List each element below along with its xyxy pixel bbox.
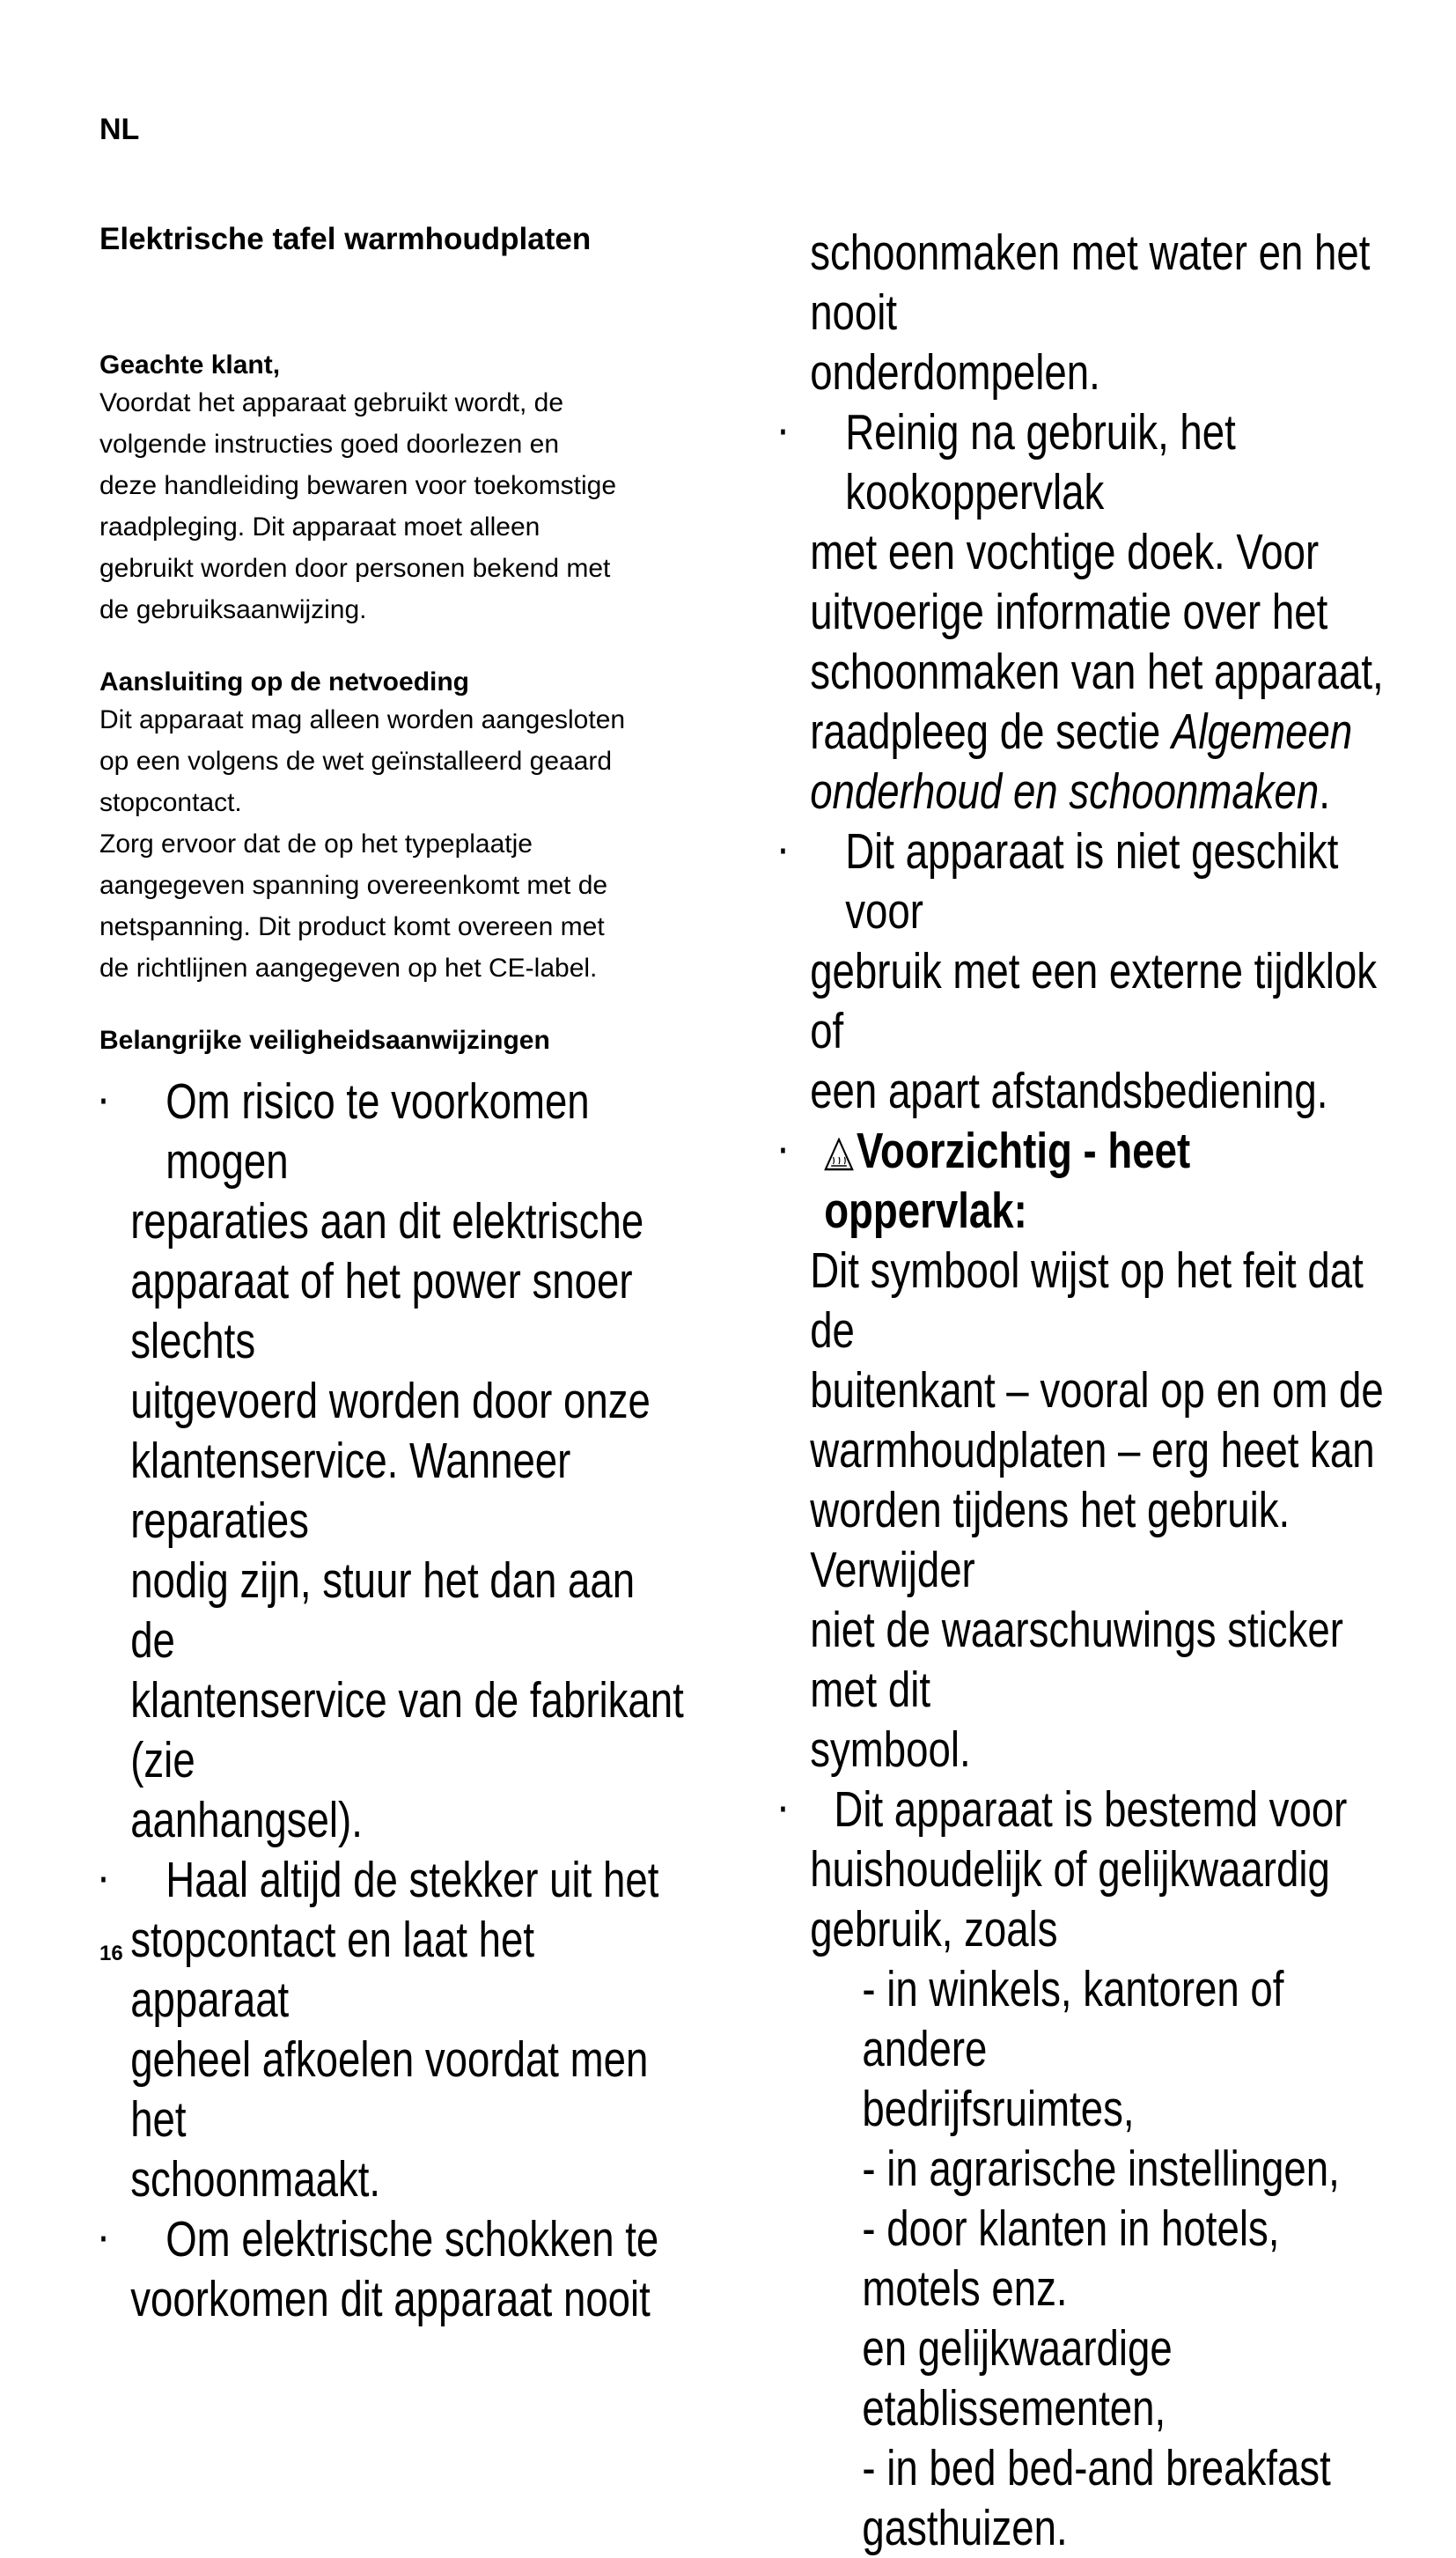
connection-line: aangegeven spanning overeenkomt met de	[99, 871, 608, 900]
connection-line: de richtlijnen aangegeven op het CE-label.	[99, 954, 598, 983]
connection-line: Zorg ervoor dat de op het typeplaatje	[99, 829, 533, 859]
bullet-icon: ·	[779, 1132, 789, 1170]
connection-section	[99, 666, 733, 989]
page-number: 16	[99, 1942, 123, 1965]
bullet-icon: ·	[779, 832, 789, 871]
safety-section	[99, 1024, 733, 2329]
bullet-icon: ·	[99, 1861, 109, 1899]
language-code: NL	[99, 113, 140, 146]
right-column	[779, 223, 1385, 2558]
right-list	[779, 402, 1385, 2558]
list-item: · Om elektrische schokken te voorkomen dit apparaat nooit	[99, 2211, 659, 2327]
dear-customer-section	[99, 349, 733, 630]
warning-title: Voorzichtig - heet oppervlak:	[824, 1123, 1191, 1239]
dear-customer-line: Voordat het apparaat gebruikt wordt, de	[99, 388, 564, 417]
list-item: · Haal altijd de stekker uit het stopcontact en laat het apparaat geheel afkoelen voordat men het schoonmaakt.	[99, 1852, 659, 2208]
connection-line: stopcontact.	[99, 788, 242, 817]
list-item: · Reinig na gebruik, het kookoppervlak met een vochtige doek. Voor uitvoerige informatie over het schoonmaken van het apparaat, raadpleeg de sectie Algemeen onderhoud en schoonmaken.	[779, 404, 1384, 820]
bullet-icon: ·	[779, 413, 789, 452]
sub-item: bedrijfsruimtes,	[862, 2081, 1135, 2137]
section-reference: onderhoud en schoonmaken	[810, 763, 1320, 820]
dear-customer-heading: Geachte klant,	[99, 350, 281, 380]
household-sublist	[831, 1959, 1385, 2558]
safety-heading: Belangrijke veiligheidsaanwijzingen	[99, 1026, 550, 1055]
list-item: · Om risico te voorkomen mogen reparaties aan dit elektrische apparaat of het power snoer slechts uitgevoerd worden door onze klantenservice. Wanneer reparaties nodig zijn, stuur het dan aan de klantenservice van de fabrikant (zie aanhangsel).	[99, 1073, 684, 1848]
dear-customer-line: raadpleging. Dit apparaat moet alleen	[99, 512, 540, 542]
sub-item: en gelijkwaardige etablissementen,	[862, 2320, 1173, 2436]
bullet-icon: ·	[99, 1082, 109, 1121]
left-column	[99, 220, 733, 2329]
continued-text: schoonmaken met water en het nooit onderdompelen.	[810, 225, 1371, 401]
list-item: · Dit apparaat is bestemd voor huishoudelijk of gelijkwaardig gebruik, zoals - in winkels, kantoren of andere bedrijfsruimtes, - in agrarische instellingen, - door klanten in hotels, motels enz. en gelijkwaardige etablissementen, - in bed bed-and breakfast gasthuizen.	[779, 1780, 1385, 2558]
dear-customer-line: volgende instructies goed doorlezen en	[99, 430, 560, 459]
safety-list	[99, 1072, 684, 2329]
sub-item: gasthuizen.	[862, 2500, 1068, 2556]
section-reference: Algemeen	[1171, 704, 1353, 760]
warning-item: · Voorzichtig - heet oppervlak: Dit symbool wijst op het feit dat de buitenkant – vooral op en om de warmhoudplaten – erg heet kan worden tijdens het gebruik. Verwijder niet de waarschuwings sticker met dit symbool.	[779, 1123, 1384, 1778]
sub-item: - in bed bed-and breakfast	[862, 2440, 1331, 2496]
dear-customer-line: gebruikt worden door personen bekend met	[99, 554, 611, 583]
bullet-icon: ·	[99, 2220, 109, 2259]
connection-heading: Aansluiting op de netvoeding	[99, 667, 469, 697]
connection-line: op een volgens de wet geïnstalleerd geaard	[99, 747, 613, 776]
list-item: · Dit apparaat is niet geschikt voor gebruik met een externe tijdklok of een apart afstandsbediening.	[779, 823, 1378, 1119]
bullet-icon: ·	[779, 1790, 789, 1829]
sub-item: - door klanten in hotels, motels enz.	[862, 2200, 1280, 2317]
dear-customer-line: de gebruiksaanwijzing.	[99, 595, 367, 624]
sub-item: - in agrarische instellingen,	[862, 2141, 1340, 2197]
connection-line: Dit apparaat mag alleen worden aangesloten	[99, 705, 626, 734]
dear-customer-line: deze handleiding bewaren voor toekomstige	[99, 471, 617, 500]
hot-surface-warning-icon	[824, 1138, 854, 1171]
sub-item: - in winkels, kantoren of andere	[862, 1961, 1284, 2077]
document-title: Elektrische tafel warmhoudplaten	[99, 222, 592, 256]
connection-line: netspanning. Dit product komt overeen met	[99, 912, 605, 941]
